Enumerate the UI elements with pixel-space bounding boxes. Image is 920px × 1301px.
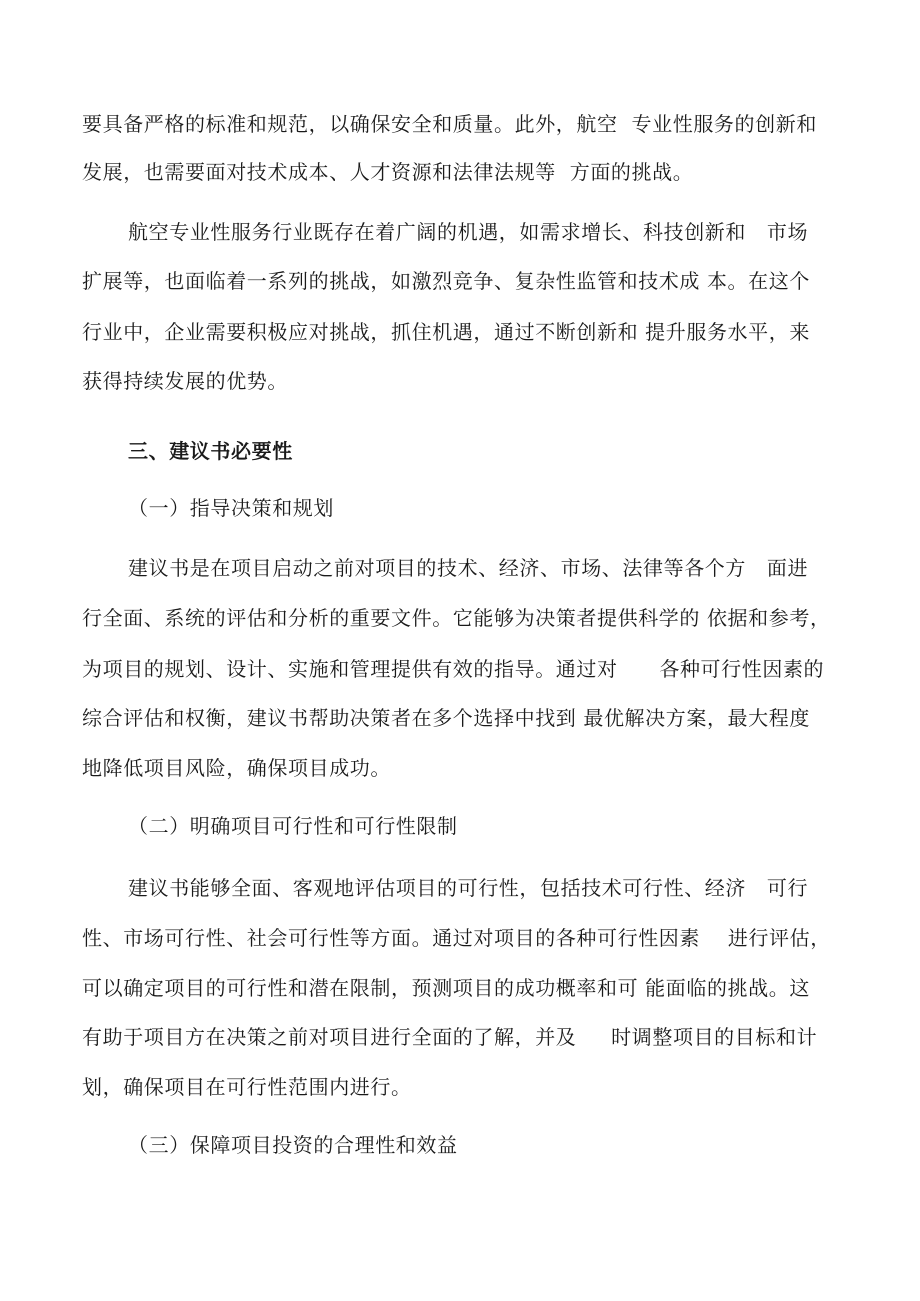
paragraph-line: 建议书能够全面、客观地评估项目的可行性，包括技术可行性、经济 可行 [128, 876, 809, 900]
paragraph-line: 发展，也需要面对技术成本、人才资源和法律法规等 方面的挑战。 [82, 160, 694, 184]
section-heading: 三、建议书必要性 [128, 439, 293, 463]
subsection-heading: （三）保障项目投资的合理性和效益 [128, 1133, 458, 1157]
paragraph-line: 要具备严格的标准和规范，以确保安全和质量。此外，航空 专业性服务的创新和 [82, 112, 817, 136]
paragraph-line: 为项目的规划、设计、实施和管理提供有效的指导。通过对 各种可行性因素的 [82, 657, 825, 681]
paragraph-line: 综合评估和权衡，建议书帮助决策者在多个选择中找到 最优解决方案，最大程度 [82, 706, 810, 730]
subsection-heading: （一）指导决策和规划 [128, 496, 334, 520]
paragraph-line: 行业中，企业需要积极应对挑战，抓住机遇，通过不断创新和 提升服务水平，来 [82, 320, 810, 344]
paragraph-line: 行全面、系统的评估和分析的重要文件。它能够为决策者提供科学的 依据和参考， [82, 606, 831, 630]
paragraph-line: 建议书是在项目启动之前对项目的技术、经济、市场、法律等各个方 面进 [128, 556, 809, 580]
subsection-heading: （二）明确项目可行性和可行性限制 [128, 814, 458, 838]
paragraph-line: 航空专业性服务行业既存在着广阔的机遇，如需求增长、科技创新和 市场 [128, 220, 809, 244]
paragraph-line: 获得持续发展的优势。 [82, 369, 288, 393]
paragraph-line: 扩展等，也面临着一系列的挑战，如激烈竞争、复杂性监管和技术成 本。在这个 [82, 269, 810, 293]
paragraph-line: 可以确定项目的可行性和潜在限制，预测项目的成功概率和可 能面临的挑战。这 [82, 976, 810, 1000]
paragraph-line: 性、市场可行性、社会可行性等方面。通过对项目的各种可行性因素 进行评估， [82, 926, 831, 950]
paragraph-line: 地降低项目风险，确保项目成功。 [82, 756, 391, 780]
paragraph-line: 划，确保项目在可行性范围内进行。 [82, 1075, 412, 1099]
paragraph-line: 有助于项目方在决策之前对项目进行全面的了解，并及 时调整项目的目标和计 [82, 1025, 818, 1049]
